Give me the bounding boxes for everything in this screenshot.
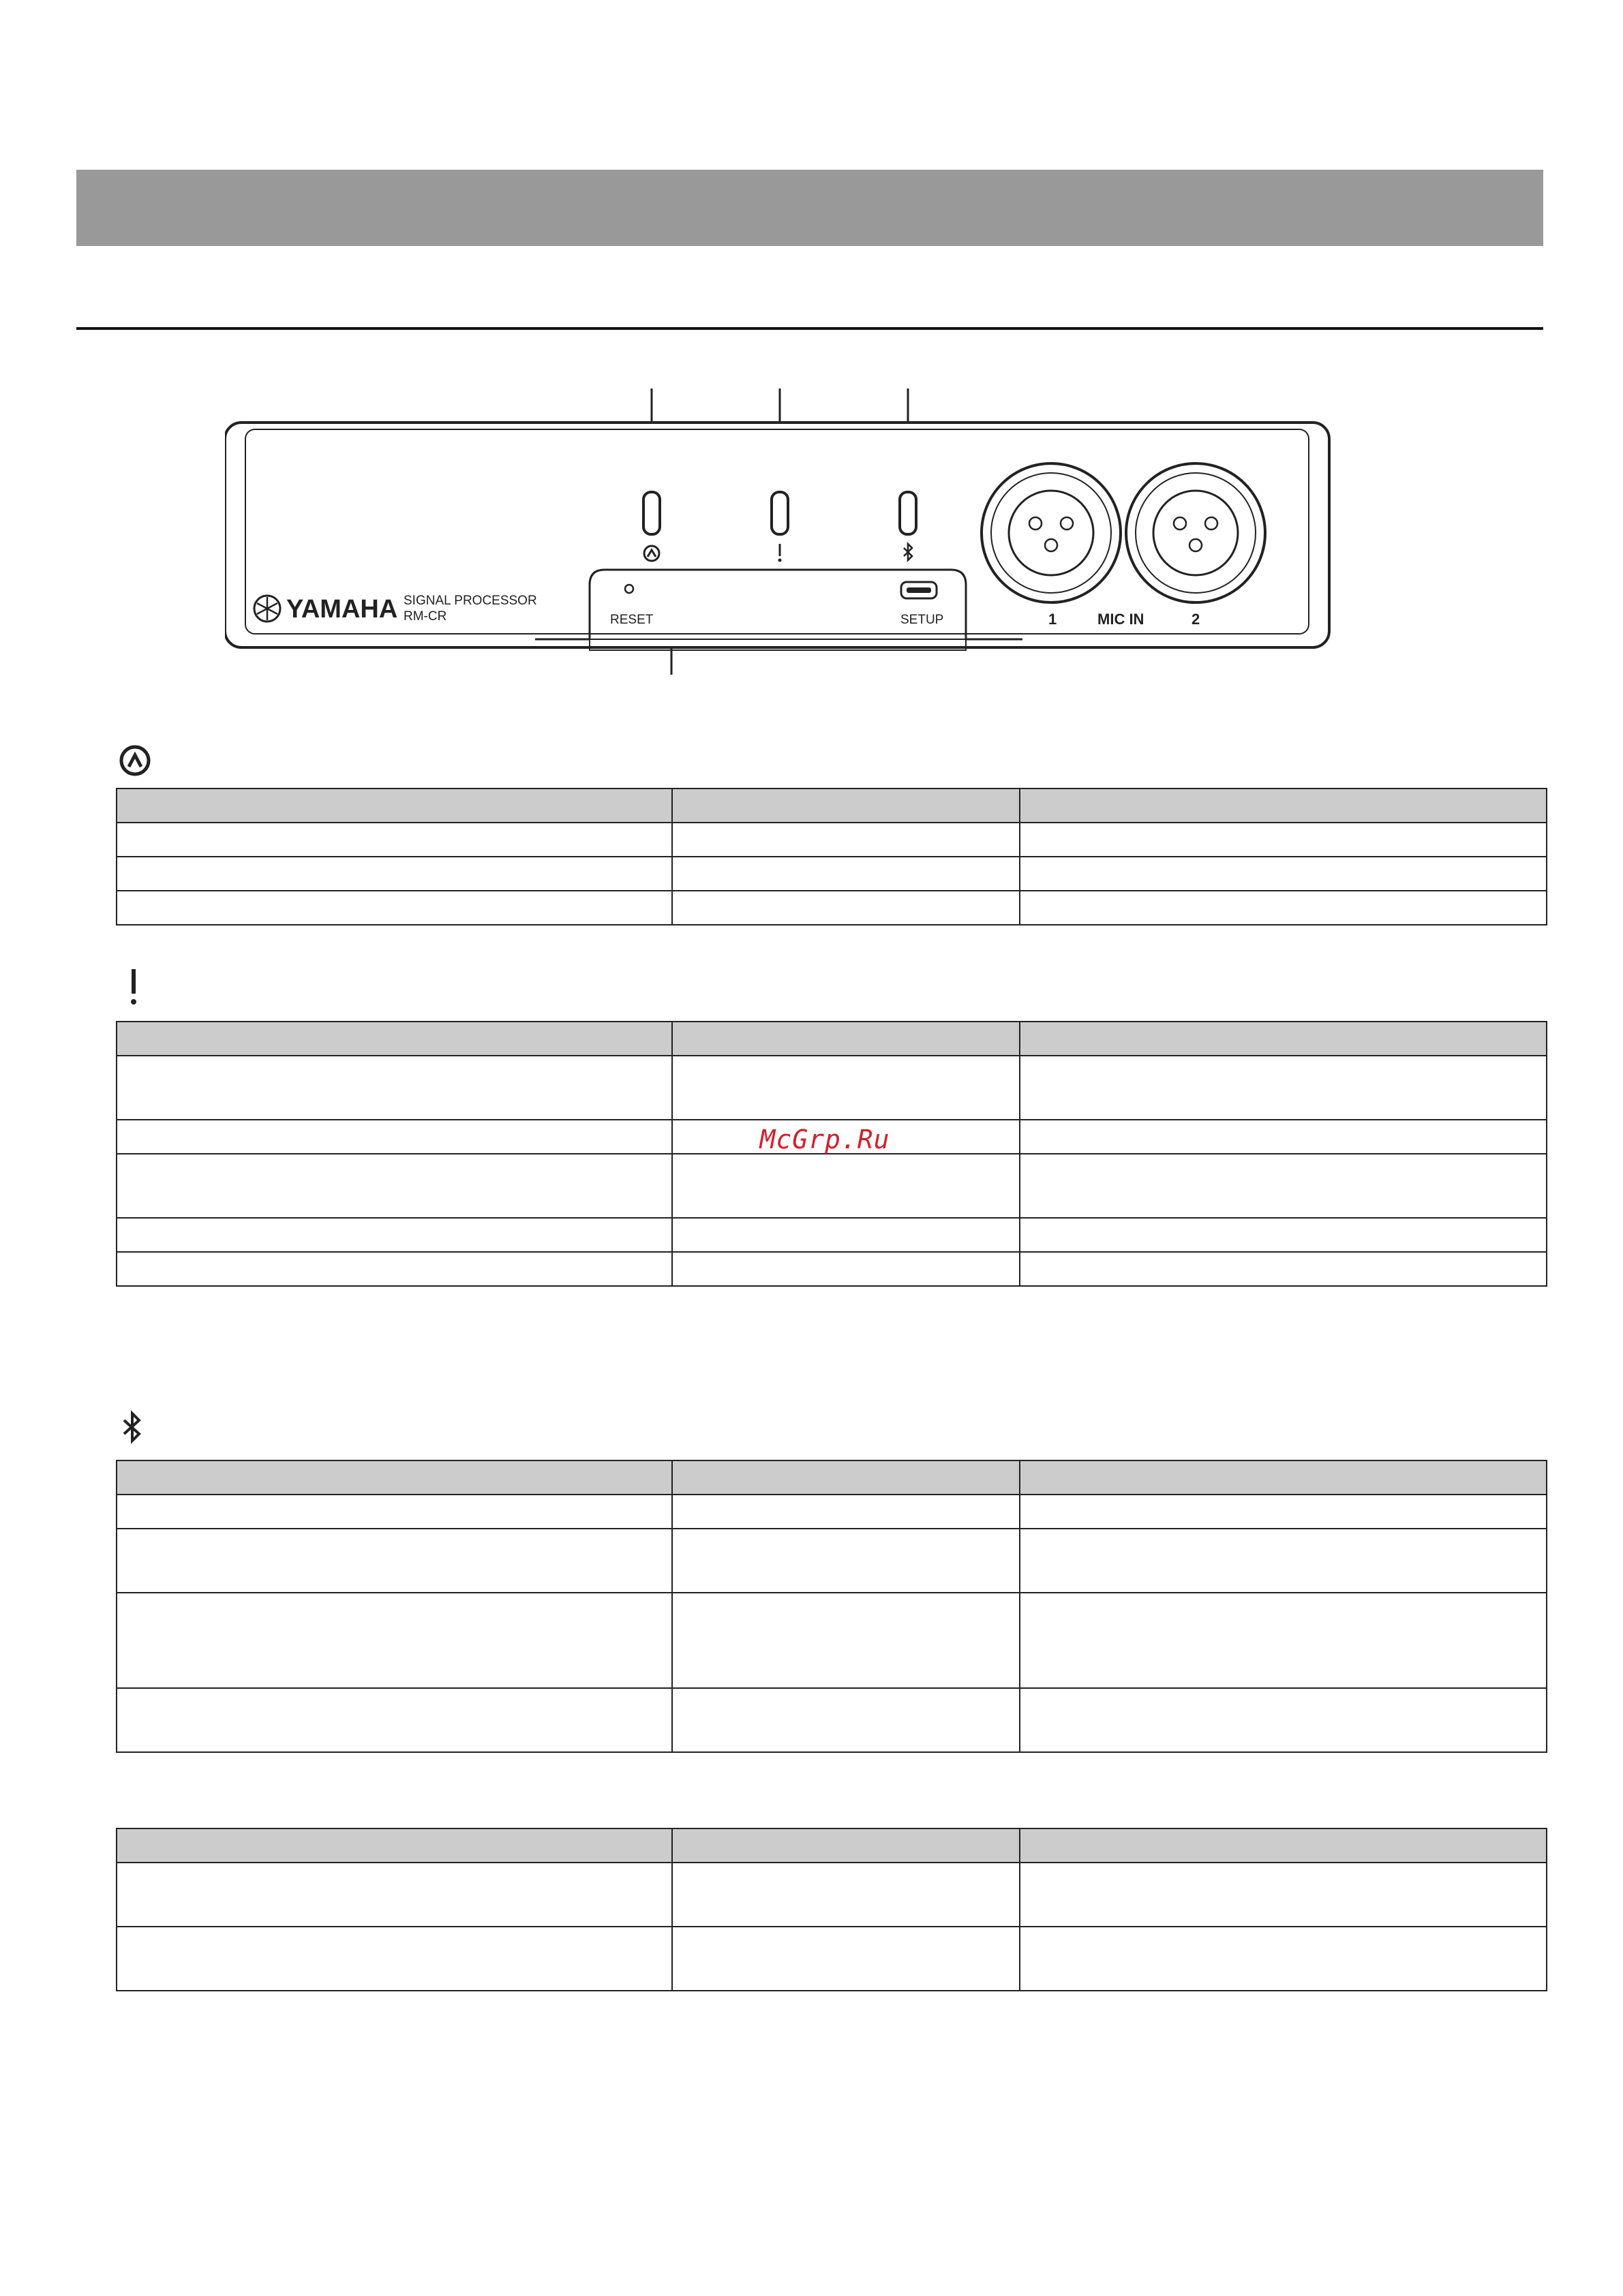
device-front-panel [225, 382, 1350, 682]
setup-text: SETUP [900, 613, 944, 627]
table-row [117, 1688, 1547, 1752]
power-led [643, 492, 660, 534]
mic-in-1-connector [982, 463, 1121, 602]
brand-text: YAMAHA [286, 595, 398, 624]
header-cell [672, 789, 1020, 823]
table-row [117, 823, 1547, 857]
table-row [117, 857, 1547, 891]
power-led-table [116, 788, 1547, 925]
mic-in-2-connector [1126, 463, 1265, 602]
model-line-1: SIGNAL PROCESSOR [404, 594, 537, 608]
watermark-text: McGrp.Ru [759, 1124, 890, 1154]
power-section-icon [116, 741, 154, 780]
table-header-row [117, 1828, 1547, 1863]
alert-section-icon [116, 968, 154, 1006]
table-row [117, 1218, 1547, 1252]
table-row [117, 1863, 1547, 1927]
table-row [117, 1154, 1547, 1218]
mic-in-label: MIC IN [1097, 611, 1144, 628]
table-row [117, 1252, 1547, 1286]
table-header-row [117, 789, 1547, 823]
alert-led [772, 492, 788, 534]
bluetooth-led [900, 492, 916, 534]
table-row [117, 891, 1547, 925]
title-band [76, 170, 1543, 246]
section-rule [76, 327, 1543, 330]
mic-2-label: 2 [1192, 611, 1200, 628]
table-row [117, 1593, 1547, 1688]
table-row [117, 1056, 1547, 1120]
mic-1-label: 1 [1048, 611, 1057, 628]
model-line-2: RM-CR [404, 609, 447, 624]
reset-text: RESET [610, 613, 654, 627]
header-cell [117, 789, 672, 823]
table-header-row [117, 1022, 1547, 1056]
bluetooth-section-icon [116, 1409, 154, 1448]
combined-led-table [116, 1828, 1547, 1991]
table-row [117, 1927, 1547, 1991]
table-row [117, 1495, 1547, 1529]
header-cell [1020, 789, 1547, 823]
bluetooth-led-table [116, 1460, 1547, 1753]
table-row [117, 1529, 1547, 1593]
table-header-row [117, 1460, 1547, 1495]
